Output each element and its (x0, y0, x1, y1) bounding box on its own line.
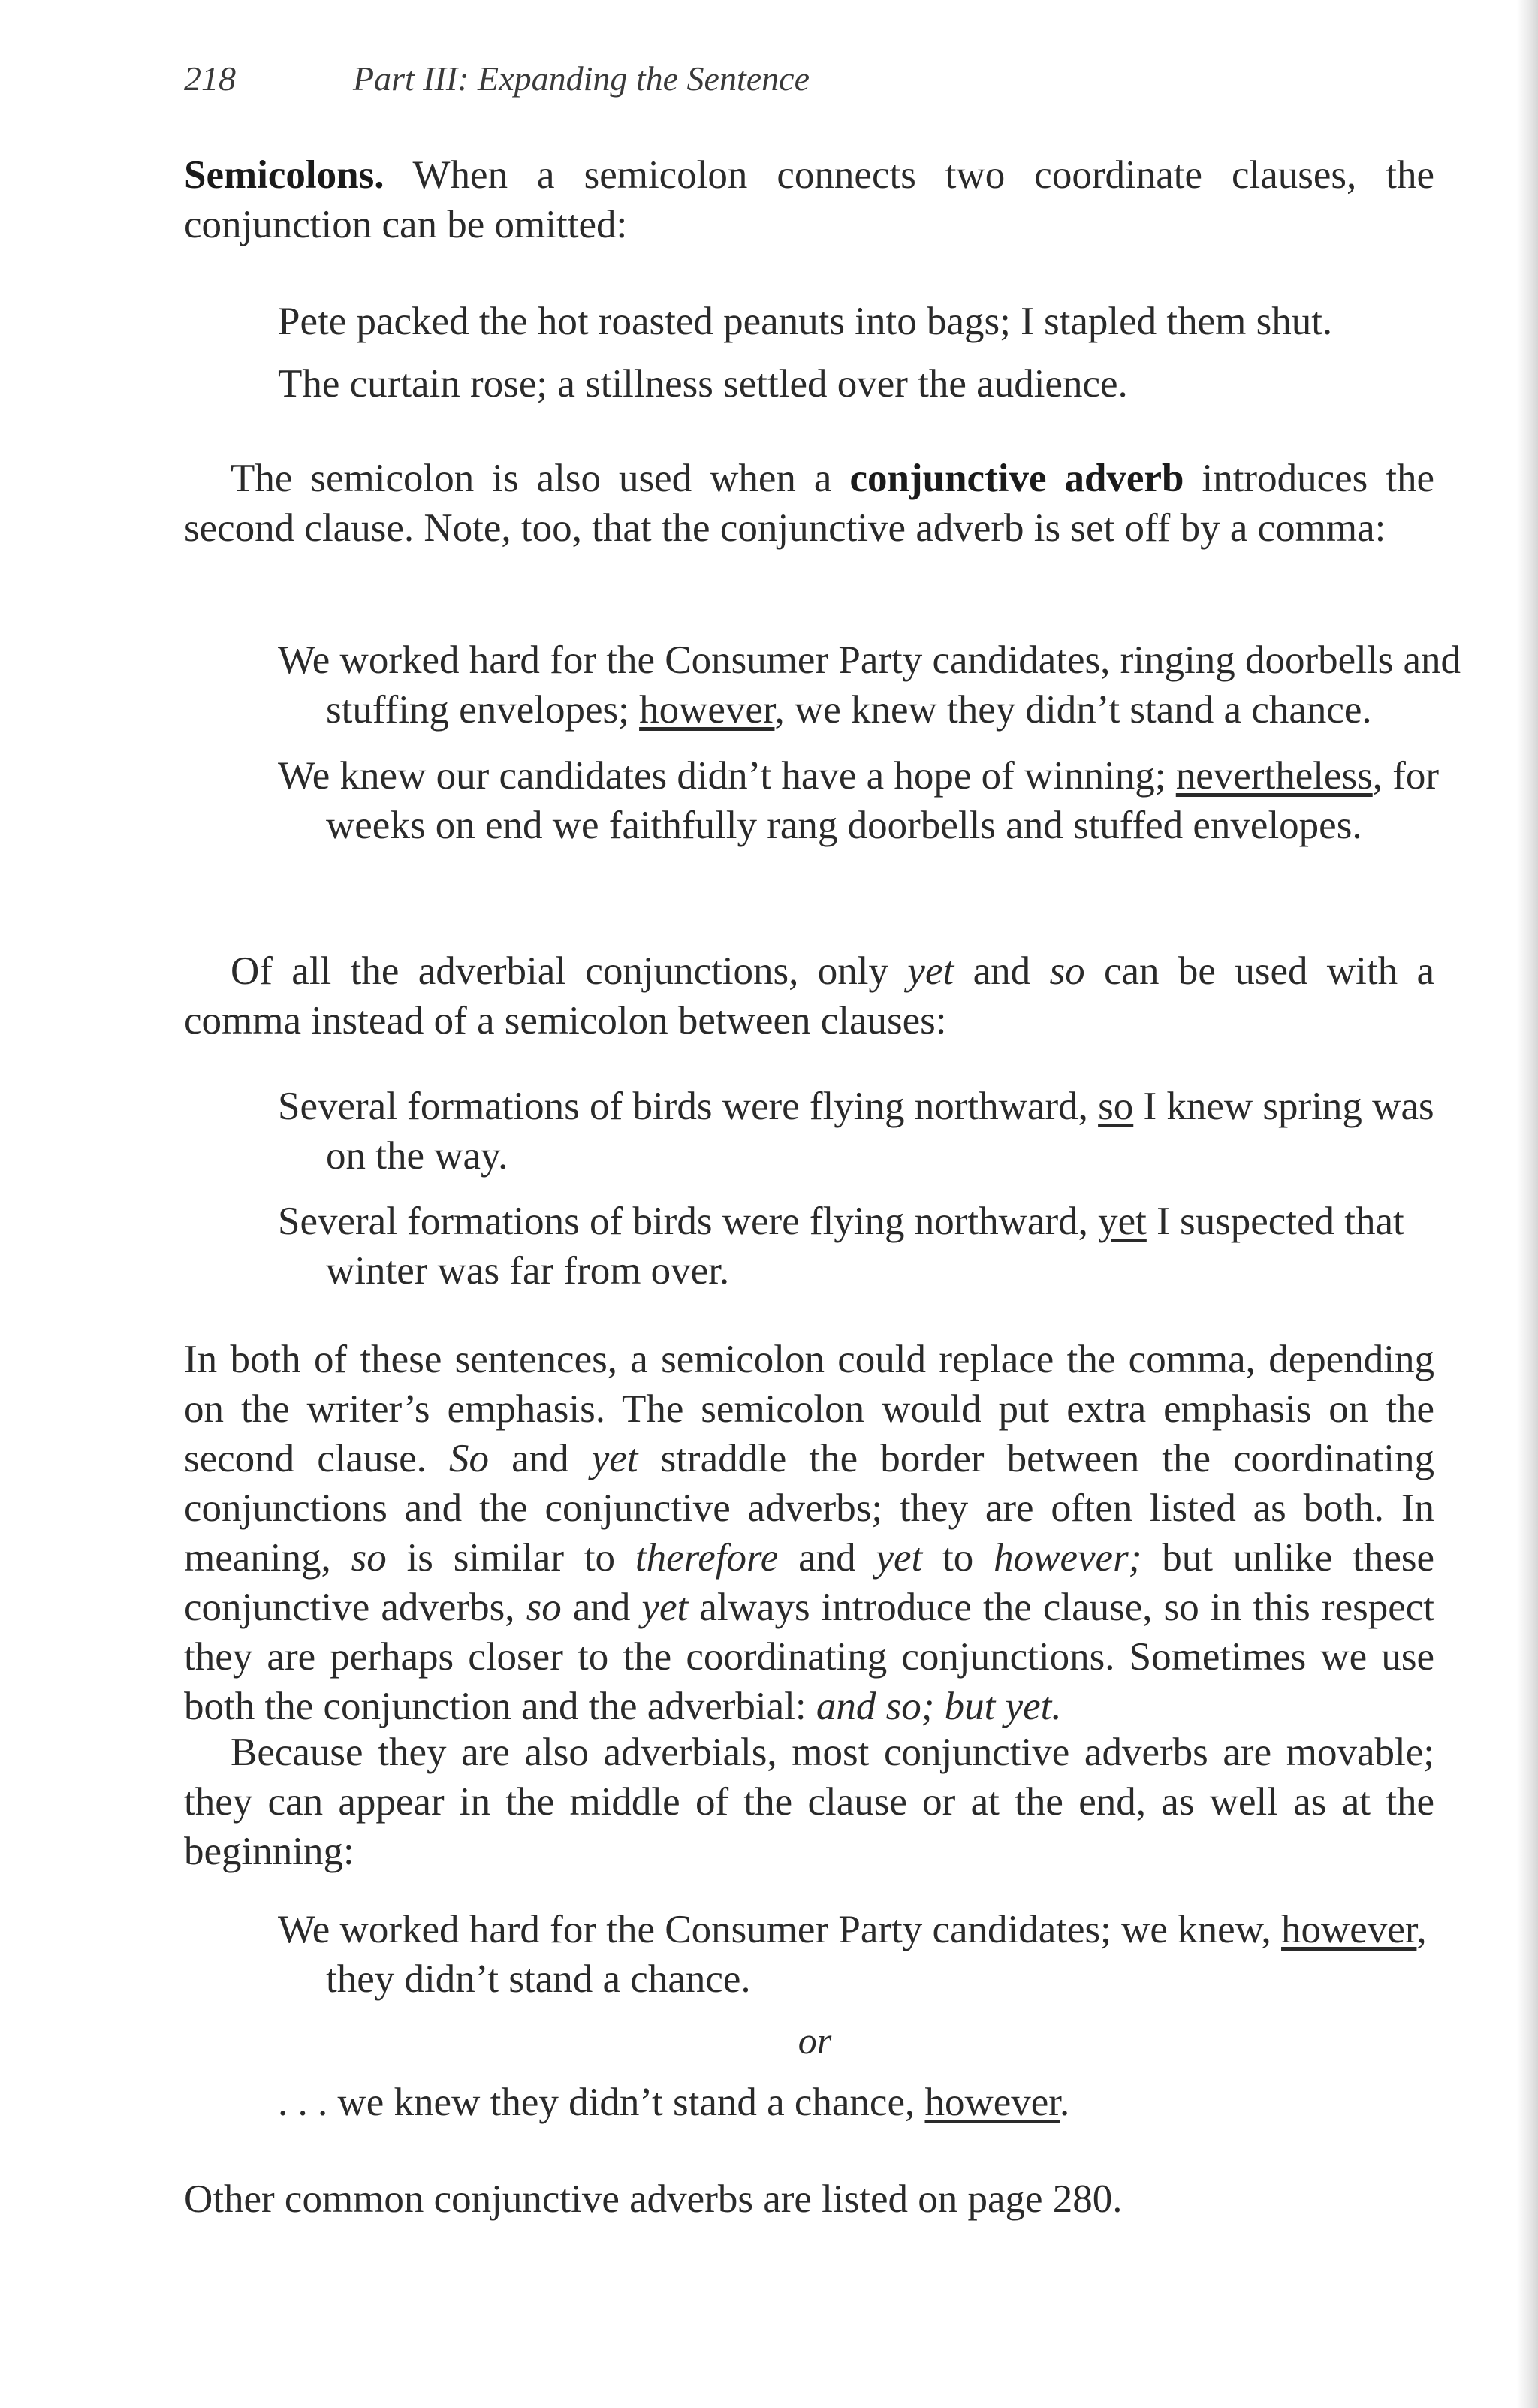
emphasis-paragraph: In both of these sentences, a semicolon could replace the comma, depending on the writer’s emphasis. The semicolon would put extra emphasis on the second clause. So and yet straddle the border between the coordinating conjunctions and the conjunctive adverbs; they are often listed as both. In meaning, so is similar to therefore and yet to however; but unlike these conjunctive adverbs, so and yet always introduce the clause, so in this respect they are perhaps closer to the coordinating conjunctions. Sometimes we use both the conjunction and the adverbial: and so; but yet. (184, 1338, 1435, 1728)
example-sentence: We worked hard for the Consumer Party candidates; we knew, however, they didn’t stand a chance. (278, 1908, 1427, 2001)
or-separator: or (798, 2020, 832, 2062)
example-sentence: Several formations of birds were flying northward, so I knew spring was on the way. (278, 1085, 1434, 1178)
underlined-adverb: so (1098, 1085, 1134, 1128)
underlined-adverb: however (639, 688, 775, 732)
term-conjunctive-adverb: conjunctive adverb (849, 457, 1184, 500)
example-sentence: We knew our candidates didn’t have a hope of winning; nevertheless, for weeks on end we faithfully rang doorbells and stuffed envelopes. (278, 754, 1440, 847)
semicolons-paragraph (184, 150, 1434, 249)
example-sentence: The curtain rose; a stillness settled over the audience. (278, 362, 1128, 406)
conjunctive-adverb-paragraph: The semicolon is also used when a conjunctive adverb introduces the second clause. Note, too, that the conjunctive adverb is set off by a comma: (184, 457, 1434, 550)
section-heading: Semicolons. (184, 153, 384, 197)
example-sentence: We worked hard for the Consumer Party candidates, ringing doorbells and stuffing envelopes; however, we knew they didn’t stand a chance. (278, 638, 1461, 732)
underlined-adverb: yet (1098, 1199, 1147, 1243)
section-intro (184, 150, 1434, 249)
example-sentence: Pete packed the hot roasted peanuts into bags; I stapled them shut. (278, 300, 1333, 343)
movable-paragraph: Because they are also adverbials, most conjunctive adverbs are movable; they can appear in the middle of the clause or at the end, as well as at the beginning: (184, 1731, 1434, 1873)
yet-so-paragraph: Of all the adverbial conjunctions, only yet and so can be used with a comma instead of a semicolon between clauses: (184, 949, 1434, 1043)
example-sentence: . . . we knew they didn’t stand a chance, however. (278, 2081, 1070, 2124)
page-number: 218 (184, 59, 236, 98)
running-header (184, 59, 810, 98)
closing-paragraph (184, 2174, 1434, 2224)
closing-text: Other common conjunctive adverbs are listed on page 280. (184, 2177, 1123, 2221)
underlined-adverb: nevertheless (1175, 754, 1373, 798)
intro-text: When a semicolon connects two coordinate clauses, the conjunction can be omitted: (184, 153, 1434, 246)
underlined-adverb: however (924, 2081, 1060, 2124)
running-title: Part III: Expanding the Sentence (353, 59, 810, 98)
example-sentence: Several formations of birds were flying northward, yet I suspected that winter was far from over. (278, 1199, 1404, 1293)
underlined-adverb: however (1281, 1908, 1417, 1951)
